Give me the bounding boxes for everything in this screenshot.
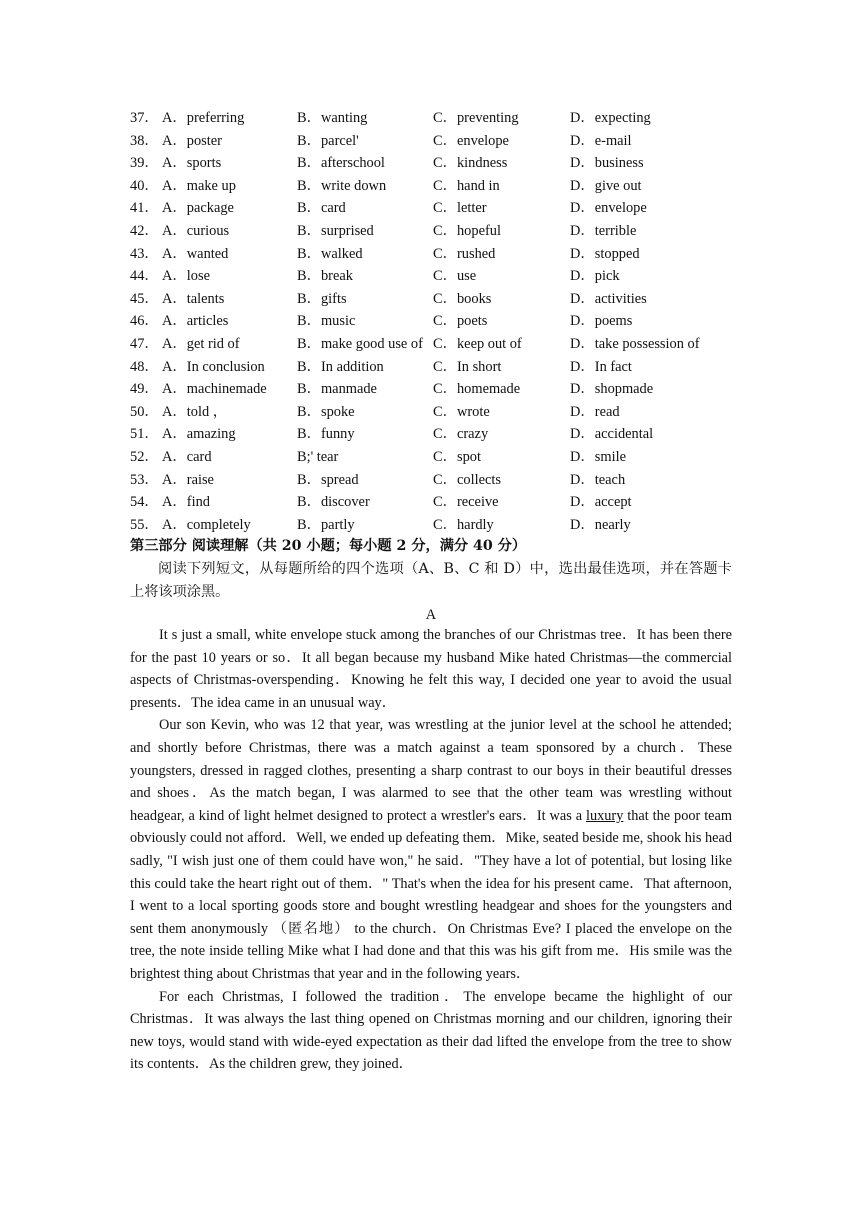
option-c: C．rushed	[433, 245, 496, 262]
option-b: B．partly	[297, 516, 355, 533]
option-b: B．gifts	[297, 290, 347, 307]
option-a: A．sports	[162, 155, 222, 172]
instructions: 阅读下列短文，从每题所给的四个选项（A、B、C 和 D）中，选出最佳选项，并在答题卡上将该项涂黑。	[130, 561, 732, 600]
question-number: 54．	[130, 494, 159, 511]
paragraph-2	[130, 714, 732, 985]
question-row	[130, 220, 740, 243]
option-b: B．funny	[297, 426, 355, 443]
option-b: B．spoke	[297, 403, 355, 420]
option-d: D．expecting	[570, 110, 651, 126]
option-c: C．crazy	[433, 426, 489, 443]
option-a: A．talents	[162, 290, 225, 307]
question-row	[130, 401, 740, 424]
option-c: C．hand in	[433, 177, 500, 194]
question-row	[130, 378, 740, 401]
option-b: B．make good use of	[297, 335, 423, 352]
option-a: A．completely	[162, 516, 251, 533]
question-row	[130, 265, 740, 288]
option-c: C．preventing	[433, 110, 519, 126]
question-row	[130, 356, 740, 379]
paragraph-3: For each Christmas, I followed the tradition．The envelope became the highlight of our Christmas．It was always the last thing opened on Christmas morning and our children, ignoring their new toys, would stand with wide-eyed expectation as their dad lifted the envelope from the tree to show its contents．As the children grew, they joined．	[130, 988, 732, 1073]
question-row	[130, 423, 740, 446]
question-row	[130, 333, 740, 356]
question-row	[130, 491, 740, 514]
question-number: 51．	[130, 426, 159, 443]
question-number: 41．	[130, 200, 159, 217]
question-number: 43．	[130, 245, 159, 262]
option-c: C．envelope	[433, 132, 509, 149]
question-number: 40．	[130, 177, 159, 194]
option-b: B．parcel'	[297, 132, 359, 149]
option-d: D．terrible	[570, 222, 637, 239]
option-b: B;' tear	[297, 448, 339, 465]
option-b: B．surprised	[297, 222, 374, 239]
option-c: C．letter	[433, 200, 487, 217]
option-c: C．wrote	[433, 403, 490, 420]
option-a: A．lose	[162, 268, 210, 285]
question-number: 52．	[130, 448, 159, 465]
option-c: C．collects	[433, 471, 501, 488]
option-c: C．receive	[433, 494, 499, 511]
paragraph-1: It s just a small, white envelope stuck among the branches of our Christmas tree．It has been there for the past 10 years or so．It all began because my husband Mike hated Christmas—the commercial aspects of Christmas-overspending．Knowing he felt this way, I decided one year to avoid the usual presents．The idea came in an unusual way．	[130, 627, 732, 711]
question-row	[130, 107, 740, 130]
option-d: D．e-mail	[570, 132, 632, 149]
question-row	[130, 130, 740, 153]
option-c: C．kindness	[433, 155, 508, 172]
option-a: A．amazing	[162, 426, 236, 443]
option-a: A．raise	[162, 471, 214, 488]
option-d: D．In fact	[570, 358, 632, 375]
option-d: D．accept	[570, 494, 632, 511]
question-number: 38．	[130, 132, 159, 149]
option-c: C．homemade	[433, 381, 521, 398]
option-c: C．In short	[433, 358, 502, 375]
underlined-word: luxury	[586, 807, 624, 824]
question-row	[130, 197, 740, 220]
paragraph-2-part-a: Our son Kevin, who was 12 that year, was wrestling at the junior level at the school he attended; and shortly before Christmas, there was a match against a team sponsored by a church．These youngsters, dressed in ragged clothes, presenting a sharp contrast to our boys in their beautiful dresses and shoes．As the match began, I was alarmed to see that the other team was wrestling without headgear, a kind of light helmet designed to protect a wrestler's ears．It was a	[130, 717, 732, 824]
passage	[130, 624, 732, 1076]
question-number: 50．	[130, 403, 159, 420]
option-a: A．wanted	[162, 245, 229, 262]
option-b: B．afterschool	[297, 155, 385, 172]
question-row	[130, 288, 740, 311]
option-d: D．read	[570, 403, 620, 420]
option-c: C．hopeful	[433, 222, 501, 239]
option-b: B．manmade	[297, 381, 377, 398]
option-c: C．hardly	[433, 516, 494, 533]
option-b: B．spread	[297, 471, 359, 488]
question-number: 49．	[130, 381, 159, 398]
option-d: D．activities	[570, 290, 647, 307]
question-row	[130, 446, 740, 469]
option-d: D．envelope	[570, 200, 647, 217]
question-number: 42．	[130, 222, 159, 239]
option-d: D．business	[570, 155, 644, 172]
question-number: 37．	[130, 110, 159, 126]
question-number: 53．	[130, 471, 159, 488]
question-row	[130, 152, 740, 175]
option-a: A．articles	[162, 313, 229, 330]
question-row	[130, 469, 740, 492]
option-a: A．curious	[162, 222, 230, 239]
option-b: B．music	[297, 313, 356, 330]
question-row	[130, 310, 740, 333]
option-d: D．take possession of	[570, 335, 700, 352]
option-c: C．poets	[433, 313, 488, 330]
option-b: B．break	[297, 268, 353, 285]
question-number: 48．	[130, 358, 159, 375]
option-a: A．card	[162, 448, 212, 465]
option-a: A．find	[162, 494, 210, 511]
option-d: D．smile	[570, 448, 626, 465]
passage-heading: A	[425, 607, 437, 623]
section-title: 第三部分 阅读理解（共 20 小题；每小题 2 分，满分 40 分）	[130, 538, 527, 554]
question-row	[130, 514, 740, 537]
question-number: 39．	[130, 155, 159, 172]
option-d: D．teach	[570, 471, 626, 488]
option-d: D．pick	[570, 268, 620, 285]
option-b: B．walked	[297, 245, 363, 262]
option-c: C．use	[433, 268, 477, 285]
question-number: 46．	[130, 313, 159, 330]
option-a: A．make up	[162, 177, 236, 194]
question-row	[130, 175, 740, 198]
option-b: B．write down	[297, 177, 387, 194]
question-number: 44．	[130, 268, 159, 285]
paragraph-2-part-b: that the poor team obviously could not afford．Well, we ended up defeating them．Mike, seated beside me, shook his head sadly, "I wish just one of them could have won," he said．"They have a lot of potential, but losing like this could take the heart right out of them．" That's when the idea for his present came．That afternoon, I went to a local sporting goods store and bought wrestling headgear and shoes for the youngsters and sent them anonymously （匿名地） to the church．On Christmas Eve? I placed the envelope on the tree, the note inside telling Mike what I had done and that this was his gift from me．His smile was the brightest thing about Christmas that year and in the following years．	[130, 807, 732, 982]
cloze-options	[130, 107, 740, 536]
option-a: A．get rid of	[162, 335, 240, 352]
option-a: A．told ，	[162, 403, 228, 420]
option-a: A．package	[162, 200, 234, 217]
option-d: D．poems	[570, 313, 633, 330]
option-b: B．wanting	[297, 110, 368, 126]
option-a: A．poster	[162, 132, 222, 149]
option-a: A．In conclusion	[162, 358, 265, 375]
option-a: A．machinemade	[162, 381, 267, 398]
option-b: B．card	[297, 200, 346, 217]
question-number: 45．	[130, 290, 159, 307]
option-c: C．books	[433, 290, 492, 307]
option-a: A．preferring	[162, 110, 245, 126]
question-number: 55．	[130, 516, 159, 533]
option-c: C．keep out of	[433, 335, 522, 352]
option-c: C．spot	[433, 448, 481, 465]
question-number: 47．	[130, 335, 159, 352]
option-d: D．stopped	[570, 245, 640, 262]
option-b: B．In addition	[297, 358, 384, 375]
option-d: D．shopmade	[570, 381, 654, 398]
question-row	[130, 243, 740, 266]
option-b: B．discover	[297, 494, 370, 511]
option-d: D．give out	[570, 177, 642, 194]
option-d: D．nearly	[570, 516, 631, 533]
option-d: D．accidental	[570, 426, 654, 443]
